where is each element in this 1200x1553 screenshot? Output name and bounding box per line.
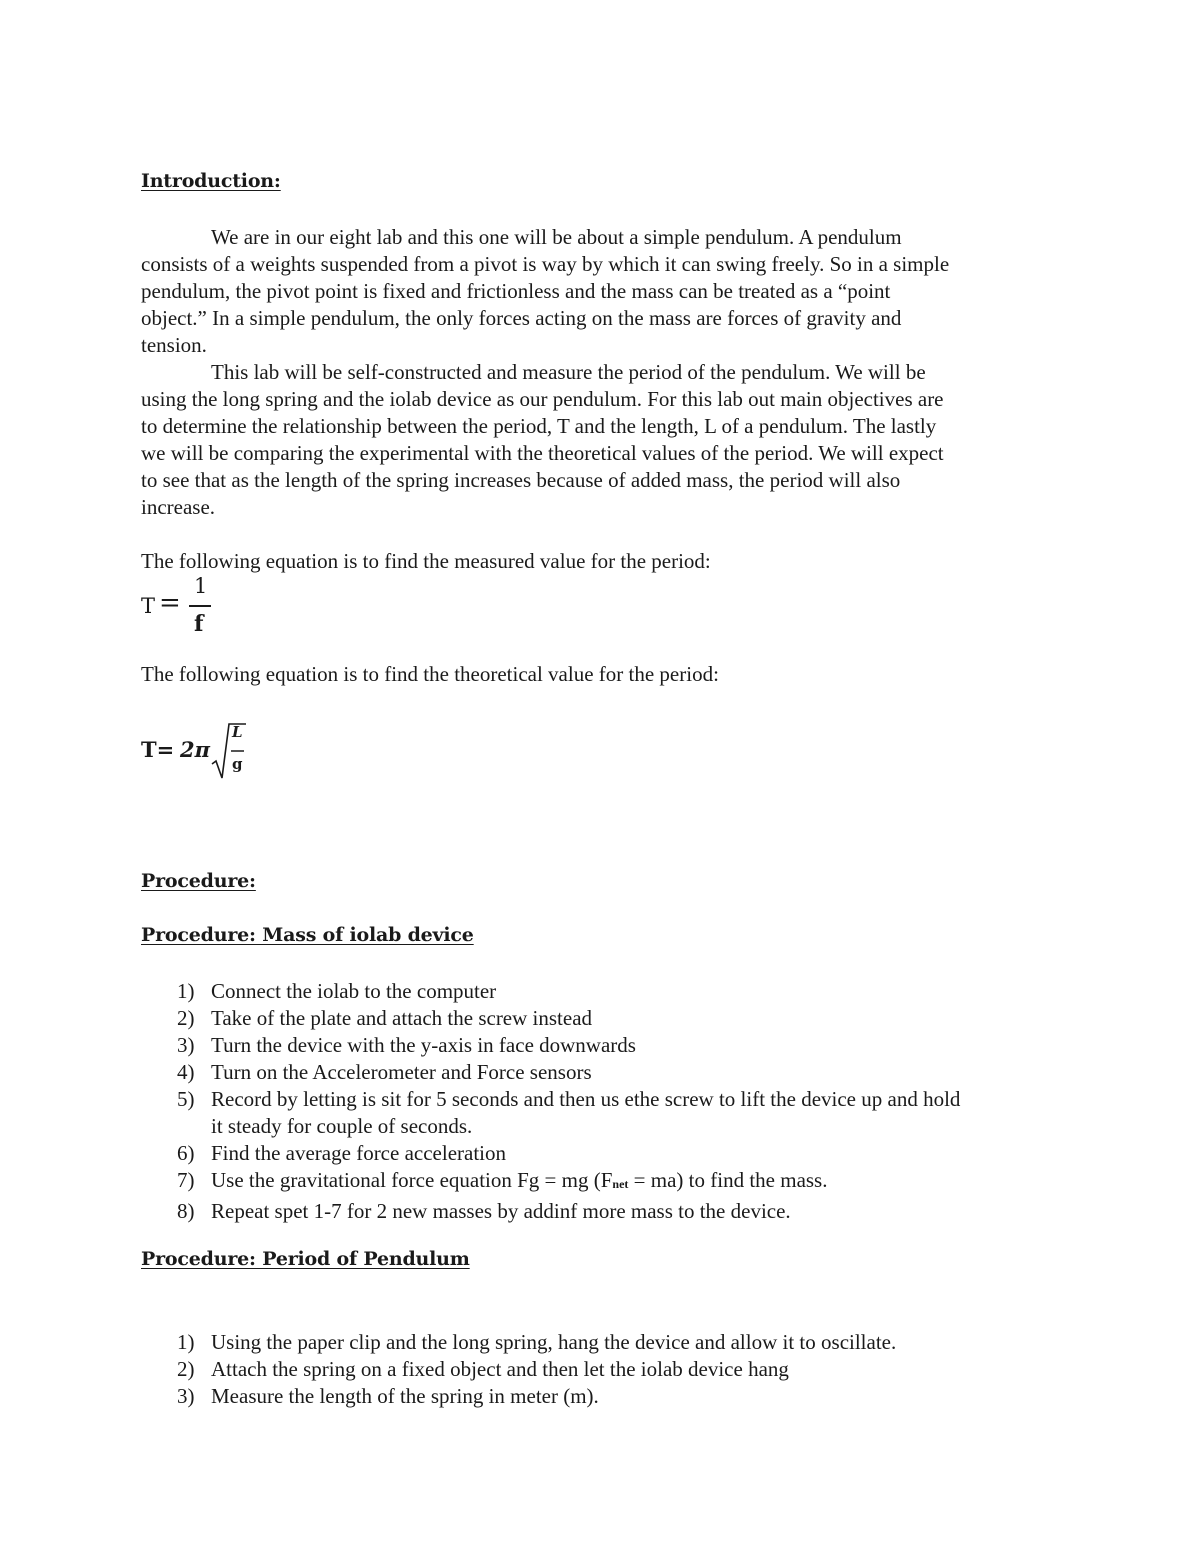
step-number: 1) (177, 979, 195, 1003)
pendulum-procedure-heading: Procedure: Period of Pendulum (141, 1248, 470, 1270)
list-item (141, 1329, 1081, 1356)
step-text: Measure the length of the spring in meter (m). (211, 1384, 599, 1408)
step-text: Repeat spet 1-7 for 2 new masses by addinf more mass to the device. (211, 1199, 791, 1223)
paragraph-line: object.” In a simple pendulum, the only forces acting on the mass are forces of gravity and (141, 306, 902, 330)
list-item (141, 1032, 1081, 1059)
equation-equals: = (159, 588, 181, 618)
list-item (141, 1198, 1081, 1225)
equation-denominator: f (194, 611, 204, 637)
procedure-heading: Procedure: (141, 870, 256, 892)
paragraph-line: using the long spring and the iolab device as our pendulum. For this lab out main objectives are (141, 387, 944, 411)
step-text: Record by letting is sit for 5 seconds and then us ethe screw to lift the device up and hold (211, 1087, 961, 1111)
step-number: 2) (177, 1357, 195, 1381)
step-text-part: = ma) to find the mass. (628, 1168, 828, 1192)
step-text: Attach the spring on a fixed object and then let the iolab device hang (211, 1357, 789, 1381)
step-number: 7) (177, 1168, 195, 1192)
list-item (141, 1140, 1081, 1167)
step-text: Find the average force acceleration (211, 1141, 506, 1165)
measured-equation-label: The following equation is to find the measured value for the period: (141, 549, 711, 573)
step-number: 1) (177, 1330, 195, 1354)
subscript-net: net (612, 1177, 629, 1191)
step-number: 6) (177, 1141, 195, 1165)
paragraph-line: pendulum, the pivot point is fixed and frictionless and the mass can be treated as a “point (141, 279, 891, 303)
equation-lhs: T (141, 594, 156, 618)
step-text: Turn the device with the y-axis in face downwards (211, 1033, 636, 1057)
equation-numerator: L (232, 723, 243, 741)
paragraph-line: We are in our eight lab and this one will be about a simple pendulum. A pendulum (211, 225, 902, 249)
list-item (141, 1383, 1081, 1410)
paragraph-line: we will be comparing the experimental with the theoretical values of the period. We will expect (141, 441, 944, 465)
step-number: 4) (177, 1060, 195, 1084)
introduction-heading: Introduction: (141, 170, 281, 192)
step-text: it steady for couple of seconds. (211, 1114, 473, 1138)
paragraph-line: increase. (141, 495, 216, 519)
list-item (141, 1059, 1081, 1086)
step-text: Connect the iolab to the computer (211, 979, 497, 1003)
equation-denominator: g (232, 755, 243, 773)
theoretical-equation-label: The following equation is to find the theoretical value for the period: (141, 662, 719, 686)
step-text (211, 1167, 1081, 1198)
step-number: 3) (177, 1384, 195, 1408)
paragraph-line: to see that as the length of the spring increases because of added mass, the period will also (141, 468, 901, 492)
list-item (141, 1005, 1081, 1032)
step-number: 5) (177, 1087, 195, 1111)
equation-lhs: T= (141, 737, 175, 762)
intro-paragraph-2 (141, 359, 1071, 521)
step-text: Take of the plate and attach the screw instead (211, 1006, 593, 1030)
pendulum-steps-list (141, 1329, 1081, 1410)
equation-coefficient: 2π (180, 737, 210, 762)
mass-steps-list (141, 978, 1081, 1225)
step-text: Using the paper clip and the long spring, hang the device and allow it to oscillate. (211, 1330, 897, 1354)
mass-procedure-heading: Procedure: Mass of iolab device (141, 924, 474, 946)
list-item (141, 1086, 1081, 1140)
equation-numerator: 1 (194, 574, 208, 598)
paragraph-line: consists of a weights suspended from a pivot is way by which it can swing freely. So in a simple (141, 252, 950, 276)
list-item (141, 1167, 1081, 1198)
paragraph-line: This lab will be self-constructed and measure the period of the pendulum. We will be (211, 360, 926, 384)
step-number: 8) (177, 1199, 195, 1223)
step-number: 2) (177, 1006, 195, 1030)
paragraph-line: to determine the relationship between the period, T and the length, L of a pendulum. The lastly (141, 414, 937, 438)
fraction-bar (189, 605, 211, 607)
list-item (141, 1356, 1081, 1383)
paragraph-line: tension. (141, 333, 207, 357)
list-item (141, 978, 1081, 1005)
step-text-part: Use the gravitational force equation Fg = mg (F (211, 1168, 613, 1192)
step-number: 3) (177, 1033, 195, 1057)
step-text: Turn on the Accelerometer and Force sensors (211, 1060, 592, 1084)
square-root-icon (210, 720, 250, 782)
intro-paragraph-1 (141, 224, 1071, 359)
